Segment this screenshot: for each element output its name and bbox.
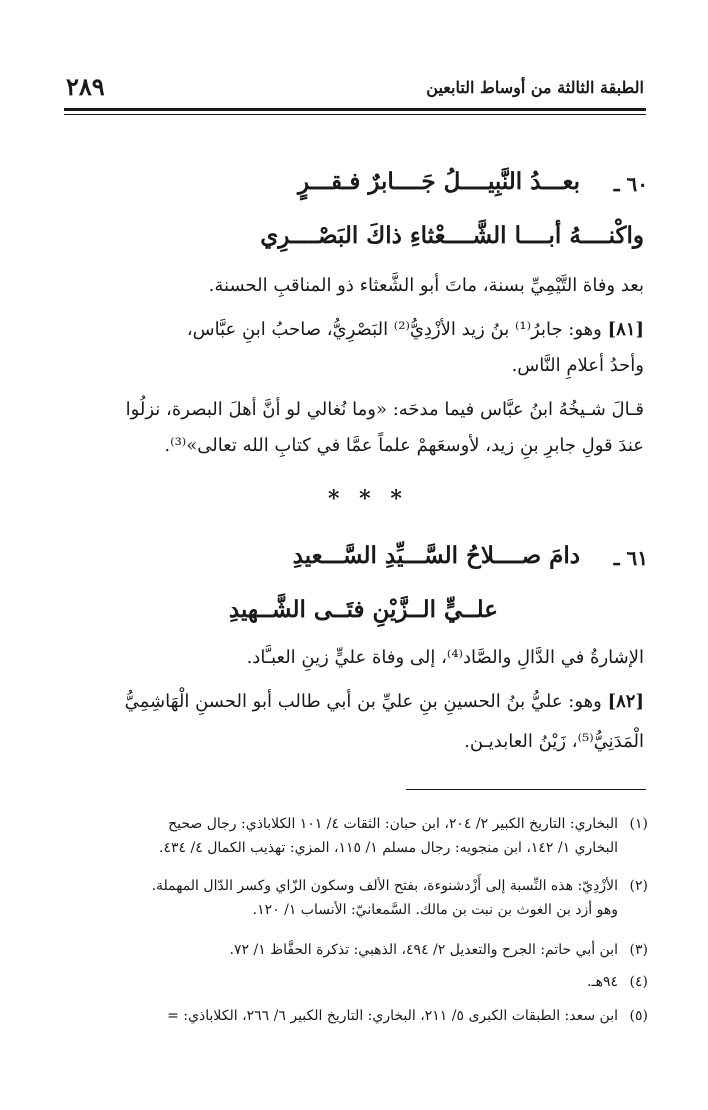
footnote-3-line1: ابن أبي حاتم: الجرح والتعديل ٢/ ٤٩٤، الذهبي: تذكرة الحفَّاظ ١/ ٧٢. xyxy=(229,942,618,958)
section-divider: * * * xyxy=(328,486,408,512)
footnote-5 xyxy=(58,1004,648,1028)
page-number: ٢٨٩ xyxy=(66,72,105,101)
running-title: الطبقة الثالثة من أوساط التابعين xyxy=(426,78,644,97)
footnote-1 xyxy=(58,812,648,860)
section-60-verse-line1: بعـــدُ النَّبِيــــلُ جَــــابرٌ فـقـــرٍ xyxy=(298,168,580,195)
entry-81-line1 xyxy=(62,312,644,348)
entry-82-line1 xyxy=(62,684,644,720)
footnote-4-line1: ٩٤هـ. xyxy=(587,974,618,990)
entry-81-number: [٨١] xyxy=(607,319,644,340)
header-rule-thick xyxy=(64,108,646,111)
footnote-3 xyxy=(58,938,648,962)
footnote-separator xyxy=(406,789,646,790)
footnote-2 xyxy=(58,874,648,922)
section-61-verse-line2: علــيٍّ الــزَّيْنِ فتَــى الشَّــهيدِ xyxy=(228,596,498,623)
section-61-number: ٦١ ـ xyxy=(613,546,648,570)
section-60-verse-line2: واكْنــــهُ أبــــا الشَّــــعْثاءِ ذاكَ البَصْــــرِي xyxy=(260,222,644,249)
entry-82-line2: الْمَدَنِيُّ⁽⁵⁾، زَيْنُ العابديـن. xyxy=(464,731,644,752)
entry-82-text: وهو: عليُّ بنُ الحسينِ بنِ عليِّ بن أبي طالب أبو الحسنِ الْهَاشِمِيُّ xyxy=(124,691,602,712)
quote-line1: قـالَ شـيخُهُ ابنُ عبَّاس فيما مدحَه: «وما نُغالي لو أنَّ أهلَ البصرة، نزلُوا xyxy=(125,399,644,420)
section-61-verse-line1: دامَ صــــلاحُ السَّـــيِّدِ السَّـــعيدِ xyxy=(292,542,580,569)
footnote-1-line2: البخاري ١/ ١٤٢، ابن منجويه: رجال مسلم ١/ ١١٥، المزي: تهذيب الكمال ٤/ ٤٣٤. xyxy=(159,840,618,856)
footnote-1-line1: البخاري: التاريخ الكبير ٢/ ٢٠٤، ابن حبان: الثقات ٤/ ١٠١ الكلاباذي: رجال صحيح xyxy=(168,816,618,832)
header-rule-thin xyxy=(64,114,646,115)
quote-line2: عندَ قولِ جابرِ بنِ زيد، لأوسعَهمْ علماً عمَّا في كتابِ الله تعالى»⁽³⁾. xyxy=(164,435,644,456)
section-61-prose: الإشارةُ في الدَّالِ والصَّاد⁽⁴⁾، إلى وفاة عليٍّ زينِ العبـَّاد. xyxy=(246,647,644,668)
footnote-5-number: (٥) xyxy=(629,1008,648,1024)
footnote-2-line1: الأزْدِيّ: هذه النِّسبة إلى أَزْدشنوءة، بفتح الألف وسكون الزّاي وكسر الدّال المهملة. xyxy=(151,878,618,894)
footnote-1-number: (١) xyxy=(629,816,648,832)
footnote-2-number: (٢) xyxy=(629,878,648,894)
footnote-4 xyxy=(58,970,648,994)
section-60-prose: بعد وفاة التَّيْمِيِّ بسنة، ماتَ أبو الشَّعثاء ذو المناقبِ الحسنة. xyxy=(208,275,644,296)
footnote-4-number: (٤) xyxy=(629,974,648,990)
footnote-2-line2: وهو أزد بن الغوث بن نبت بن مالك. السَّمعانيّ: الأنساب ١/ ١٢٠. xyxy=(252,902,618,918)
footnote-5-line1: ابن سعد: الطبقات الكبرى ٥/ ٢١١، البخاري: التاريخ الكبير ٦/ ٢٦٦، الكلاباذي: = xyxy=(167,1008,618,1024)
entry-81-line2: وأحدُ أعلامِ النَّاس. xyxy=(511,355,644,376)
entry-81-text: وهو: جابرُ⁽¹⁾ بنُ زيد الأزْدِيُّ⁽²⁾ البَصْرِيُّ، صاحبُ ابنِ عبَّاس، xyxy=(186,319,602,340)
footnote-3-number: (٣) xyxy=(629,942,648,958)
section-60-number: ٦٠ ـ xyxy=(613,172,648,196)
entry-82-number: [٨٢] xyxy=(607,691,644,712)
